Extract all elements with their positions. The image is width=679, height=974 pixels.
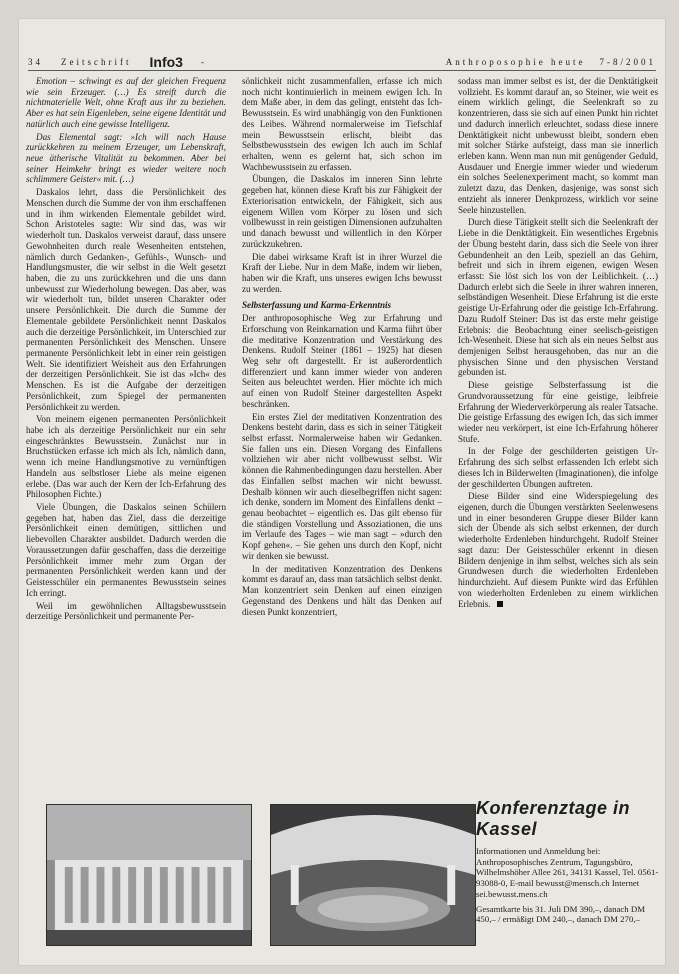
paragraph: Durch diese Tätigkeit stellt sich die Seelenkraft der Liebe in die Denktätigkeit. Ein wesentliches Ergebnis der Übung besteht darin, dass sich die Seele von ihrer Gebundenheit an den Leib, speziell an das Gehirn, befreit und sich in ihrem eigenen, ewigen Wesen erfasst: Sie löst sich los von der Leiblichkeit. (…) Dadurch erlebt sich die Seele in ihrer wahren inneren, selbständigen Wesenheit. Diese Erfahrung ist die erste geistige Ur-Erfahrung oder die geistige Ich-Erfahrung. Dazu Rudolf Steiner: Das ist das erste mehr geistige Erlebnis: die Beobachtung einer seelisch-geistigen Ich-Wesenheit. Diese hat sich als ein neues Selbst aus demjenigen Selbst herausgehoben, das nur an die physischen Sinne und den physischen Verstand gebunden ist. [458,217,658,378]
header-left [28,54,207,70]
ad-title: Konferenztage in Kassel [476,798,631,839]
paragraph-text: Diese Bilder sind eine Widerspiegelung des eigenen, durch die Übungen verstärkten Seelenwesens und in einer besonderen Gruppe dieser Bilder kann sich der Übende als sich selbst erkennen, der durch wiederholte Erdenleben hindurchgeht. Rudolf Steiner sagt dazu: Der Geistesschüler erkennt in diesen Bildern denjenige in ihm selbst, welches sich als sein Grundwesen durch die wiederholten Erdenleben hindurchzieht. Auf diesem Punkte wird das Erfühlen von wiederholten Erdenleben zu einem wirklichen Erlebnis. [458,491,658,609]
paragraph: Ein erstes Ziel der meditativen Konzentration des Denkens besteht darin, dass es sich in seiner Tätigkeit selbst erfasst. Normalerweise haben wir Gedanken. Sie fallen uns ein. Diesen Vorgang des Einfallens vollziehen wir aber nicht vollbewusst selbst. Wir können die Rahmenbedingungen dazu herstellen. Aber das Einfallen selbst machen wir nicht bewusst. Deshalb können wir auch dieselbegriffen nicht sagen: ich denke, sondern im Moment des Einfallens denkt – genau beobachtet – eigentlich es. Das gilt ebenso für die ständigen Vorstellung und Assoziationen, die uns im Verlaufe des Tages – wie man sagt – »durch den Kopf gehen«. – Sie gehen uns durch den Kopf, nicht wir denken sie bewusst. [242,411,442,561]
paragraph: Diese geistige Selbsterfassung ist die Grundvoraussetzung für eine geistige, leibfreie Erfahrung der Wiederverkörperung als realer Tatsache. Die geistige Erfassung des ewigen Ich, das sich immer wieder neu verkörpert, ist eine Ich-Erfahrung höherer Stufe. [458,380,658,444]
ad-contact: Informationen und Anmeldung bei: Anthroposophisches Zentrum, Tagungsbüro, Wilhelmshöher Allee 261, 34131 Kassel, Tel. 0561-93088-0, E-mail bewusst@mensch.ch Internet sei.bewusst.mens.ch [476,846,659,899]
magazine-page [18,18,666,966]
paragraph: sodass man immer selbst es ist, der die Denktätigkeit vollzieht. Es kommt darauf an, so Steiner, wie weit es einem wirklich gelingt, die Seelenkraft so zu konzentrieren, dass sie sich auf einen Punkt hin richtet und dadurch innerlich erleuchtet, sodass diese innere Denktätigkeit nicht unbewusst bleibt, sondern eben mit solcher Stärke aufsteigt, dass man sie innerlich erleben kann. Wenn man nun mit genügender Geduld, Ausdauer und Energie immer wieder und wiederum ein solches Seelenexperiment macht, so kommt man zuletzt dazu, das Denken, dasjenige, was sonst sich entzieht als innerer Denkprozess, wirklich vor seine Seele hinzustellen. [458,76,658,215]
building-exterior-image [47,805,251,945]
paragraph: Viele Übungen, die Daskalos seinen Schülern gegeben hat, haben das Ziel, dass die derzeitige Persönlichkeit einen demütigen, sittlichen und liebevollen Charakter ausbildet. Dadurch werden die Voraussetzungen dafür geschaffen, dass die derzeitige Persönlichkeit immer mehr zum Organ der permanenten Persönlichkeit werden kann und der Geistesschüler ein permanentes Bewusstsein seines Ich erringt. [26,502,226,598]
end-of-article-mark [497,601,503,607]
paragraph: Daskalos lehrt, dass die Persönlichkeit des Menschen durch die Summe der von ihm erschaffenen und in ihm wirkenden Elementale gebildet wird. Schon Aristoteles sagte: Wir sind das, was wir wiederholt tun. Daskalos verweist darauf, dass unsere Gewohnheiten durch reale Wesenheiten entstehen, nämlich durch Gedanken-, Gefühls-, Wunsch- und Handlungsmuster, die wir selbst in die Welt gesetzt haben, die zu uns zurückkehren und die uns dann unbewusst zur Wiederholung bewegen. Das aber, was wir wiederholt tun, bildet unseren Charakter oder unsere Persönlichkeit. Die durch die Summe der Elementale gebildete Persönlichkeit nennt Daskalos auch die derzeitige Persönlichkeit, im Unterschied zur permanenten Persönlichkeit des Menschen. Unsere permanente Persönlichkeit lebt in einer rein geistigen Welt. Sie identifiziert Weisheit aus den Erfahrungen der derzeitigen Persönlichkeit. Sie ist das »Ich« des Menschen. Es ist die Aufgabe der derzeitigen Persönlichkeit, zum Spiegel der permanenten Persönlichkeit zu werden. [26,187,226,412]
magazine-title-right: Anthroposophie heute [445,57,586,67]
magazine-title-left: Zeitschrift [61,57,132,67]
page-number: 34 [28,57,43,67]
paragraph: Übungen, die Daskalos im inneren Sinn lehrte gegeben hat, können diese Kraft bis zur Fähigkeit der Exteriorisation entwickeln, der Fähigkeit, sich aus eigenem Willen vom Körper zu lösen und sich vollbewusst in rein geistigen Dimensionen aufzuhalten und danach bewusst und willentlich in den Körper zurückzukehren. [242,174,442,249]
page-header [28,54,656,71]
article-columns [26,76,658,676]
photo-auditorium-interior [270,804,476,946]
conference-photos [46,804,476,944]
paragraph: In der meditativen Konzentration des Denkens kommt es darauf an, dass man tatsächlich selbst denkt. Man konzentriert sein Denken auf einen einzigen Gegenstand des Denkens und hält das Denken auf diesen Punkt konzentriert, [242,563,442,617]
conference-ad [476,798,664,968]
paragraph: Der anthroposophische Weg zur Erfahrung und Erforschung von Reinkarnation und Karma führt über die meditative Konzentration und Verstärkung des Denkens. Rudolf Steiner (1861 – 1925) hat diesen Weg sehr oft dargestellt. Er ist außerordentlich differenziert und kann immer wieder von anderen Seiten aus beleuchtet werden. Hier möchte ich mich auf einen von Rudolf Steiner dargestellten Aspekt beschränken. [242,313,442,409]
header-separator: - [200,57,207,67]
paragraph: In der Folge der geschilderten geistigen Ur-Erfahrung des sich selbst erfassenden Ich erlebt sich dieses Ich in Bilderwelten (Imaginationen), die infolge der geschilderten Übungen auftreten. [458,446,658,489]
column-2 [242,76,442,676]
section-heading: Selbsterfassung und Karma-Erkenntnis [242,300,392,311]
info3-logo: Info3 [149,54,183,70]
paragraph: Die dabei wirksame Kraft ist in ihrer Wurzel die Kraft der Liebe. Nur in dem Maße, indem wir lieben, haben wir die Kraft, uns unseres ewigen Ichs bewusst zu werden. [242,251,442,294]
paragraph: sönlichkeit nicht zusammenfallen, erfasse ich mich noch nicht kontinuierlich in meinem ewigen Ich. In dem Maße aber, in dem das gelingt, entsteht das Ich-Bewusstsein. Es wird unabhängig von den Funktionen des Leibes. Während normalerweise im Tiefschlaf mein Bewusstsein erlischt, bleibt das Selbstbewusstsein des ewigen Ich auch im Schlaf erhalten, wenn es gelernt hat, sich schon im Wachbewusstsein zu erfassen. [242,76,442,172]
paragraph [458,491,658,609]
column-3 [458,76,658,676]
paragraph: Von meinem eigenen permanenten Persönlichkeit habe ich als derzeitige Persönlichkeit nur ein sehr eingeschränktes Bewusstsein. Zunächst nur in Bruchstücken erfasse ich mich als Ich, nämlich dann, wenn ich meine Handlungsmotive zu vernünftigen Handeln aus selbstloser Liebe als meine eigenen erlebe. (Das war auch der Kern der Ich-Erfahrung des Philosophen Fichte.) [26,414,226,500]
paragraph: Weil im gewöhnlichen Alltagsbewusstsein derzeitige Persönlichkeit und permanente Per- [26,600,226,622]
paragraph: Emotion – schwingt es auf der gleichen Frequenz wie sein Erzeuger. (…) Es streift durch die nichtmaterielle Welt, ohne Kraft aus ihr zu beziehen. Aber es hat sein Eigenleben, seine eigene Identität und natürlich auch eine gewisse Intelligenz. [26,76,226,129]
paragraph: Das Elemental sagt: »Ich will nach Hause zurückkehren zu meinem Erzeuger, um Lebenskraft, neue ätherische Vitalität zu bekommen. Aber bei seiner Heimkehr bringt es wieder weitere noch schlimmere Geister« mit. (…) [26,131,226,185]
photo-building-exterior [46,804,252,946]
header-right [446,57,656,67]
column-1 [26,76,226,676]
issue-number: 7-8/2001 [599,57,656,67]
auditorium-image [271,805,475,945]
ad-prices: Gesamtkarte bis 31. Juli DM 390,–, danach DM 450,– / ermäßigt DM 240,–, danach DM 270,– [476,903,646,925]
